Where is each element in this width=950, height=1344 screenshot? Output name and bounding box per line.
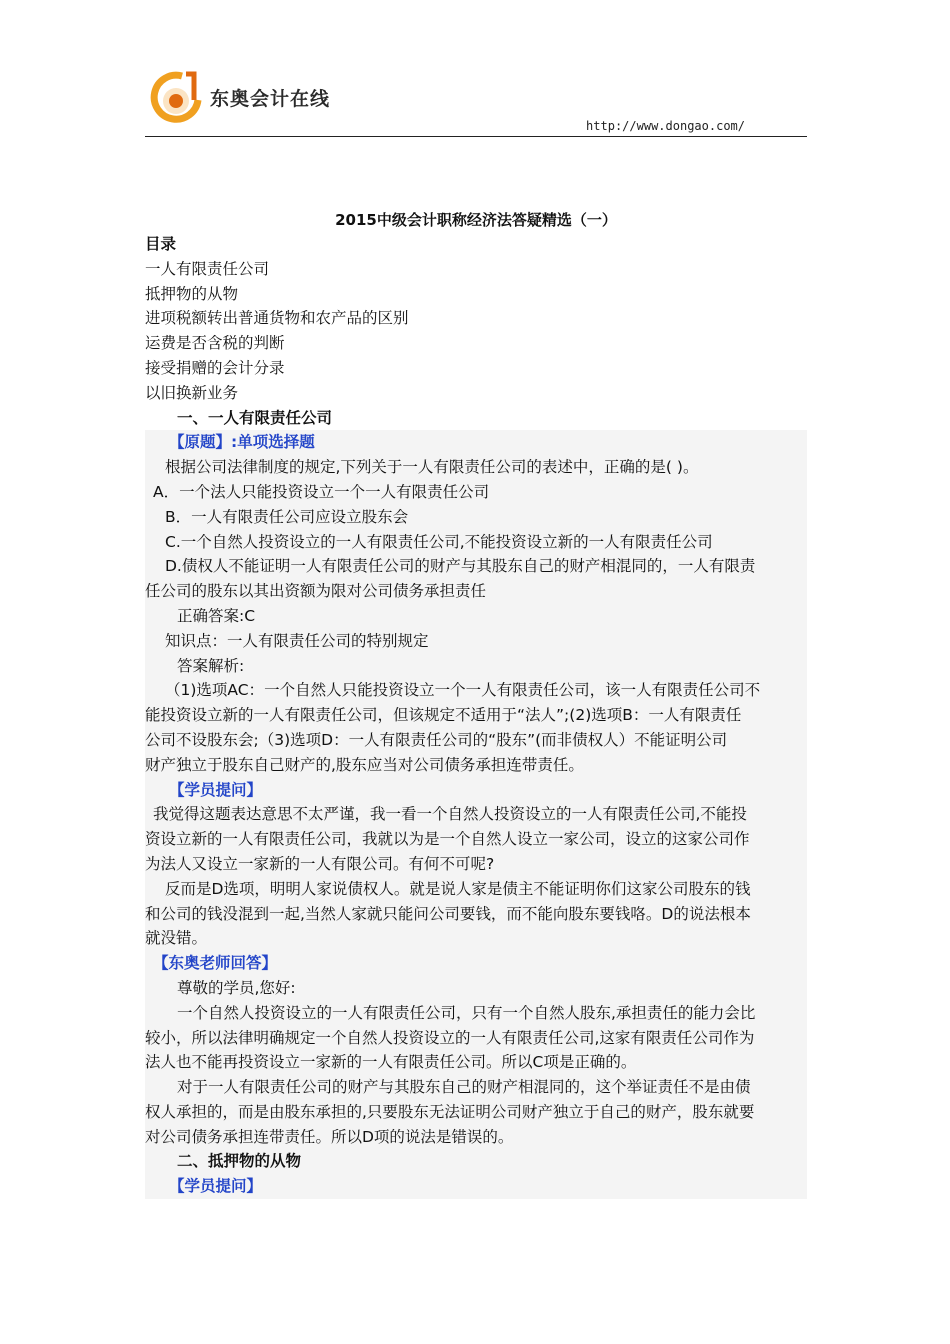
site-url[interactable]: http://www.dongao.com/ bbox=[586, 119, 745, 133]
student-question-line: 为法人又设立一家新的一人有限公司。有何不可呢? bbox=[145, 854, 495, 873]
student-question-line: 资设立新的一人有限责任公司，我就以为是一个自然人设立一家公司，设立的这家公司作 bbox=[145, 830, 750, 849]
correct-answer: 正确答案:C bbox=[177, 606, 256, 625]
toc-item: 抵押物的从物 bbox=[145, 284, 239, 303]
teacher-answer-line: 对于一人有限责任公司的财产与其股东自己的财产相混同的，这个举证责任不是由债 bbox=[177, 1078, 751, 1097]
toc-item: 运费是否含税的判断 bbox=[145, 334, 285, 353]
teacher-greeting: 尊敬的学员,您好: bbox=[177, 978, 296, 997]
analysis-line: 公司不设股东会;（3)选项D：一人有限责任公司的“股东”(而非债权人）不能证明公司 bbox=[145, 730, 728, 749]
option-d: D.债权人不能证明一人有限责任公司的财产与其股东自己的财产相混同的，一人有限责 bbox=[165, 557, 756, 576]
teacher-answer-line: 一个自然人投资设立的一人有限责任公司，只有一个自然人股东,承担责任的能力会比 bbox=[177, 1003, 756, 1022]
student-question-tag: 【学员提问】 bbox=[169, 1177, 263, 1196]
document-title: 2015中级会计职称经济法答疑精选（一） bbox=[335, 211, 617, 229]
toc-item: 以旧换新业务 bbox=[145, 383, 239, 402]
student-question-tag: 【学员提问】 bbox=[169, 780, 263, 799]
analysis-label: 答案解析: bbox=[177, 656, 245, 675]
teacher-answer-line: 较小，所以法律明确规定一个自然人投资设立的一人有限责任公司,这家有限责任公司作为 bbox=[145, 1028, 755, 1047]
header-divider bbox=[145, 136, 807, 137]
option-b: B．一人有限责任公司应设立股东会 bbox=[165, 507, 409, 526]
student-question-line: 反而是D选项，明明人家说债权人。就是说人家是债主不能证明你们这家公司股东的钱 bbox=[165, 879, 751, 898]
analysis-line: 能投资设立新的一人有限责任公司，但该规定不适用于“法人”;(2)选项B：一人有限责任 bbox=[145, 706, 742, 725]
toc-heading: 目录 bbox=[145, 235, 177, 253]
section-heading: 二、抵押物的从物 bbox=[177, 1152, 302, 1171]
option-d-cont: 任公司的股东以其出资额为限对公司债务承担责任 bbox=[145, 582, 487, 601]
knowledge-point: 知识点：一人有限责任公司的特别规定 bbox=[165, 631, 429, 650]
toc-item: 一人有限责任公司 bbox=[145, 259, 270, 278]
student-question-line: 我觉得这题表达意思不太严谨，我一看一个自然人投资设立的一人有限责任公司,不能投 bbox=[153, 805, 747, 824]
teacher-answer-tag: 【东奥老师回答】 bbox=[153, 954, 278, 973]
teacher-answer-line: 权人承担的，而是由股东承担的,只要股东无法证明公司财产独立于自己的财产，股东就要 bbox=[145, 1102, 755, 1121]
analysis-line: 财产独立于股东自己财产的,股东应当对公司债务承担连带责任。 bbox=[145, 755, 584, 774]
teacher-answer-line: 对公司债务承担连带责任。所以D项的说法是错误的。 bbox=[145, 1127, 514, 1146]
toc-item: 进项税额转出普通货物和农产品的区别 bbox=[145, 309, 409, 328]
document-body bbox=[145, 232, 807, 1199]
student-question-line: 和公司的钱没混到一起,当然人家就只能问公司要钱，而不能向股东要钱咯。D的说法根本 bbox=[145, 904, 751, 923]
option-c: C.一个自然人投资设立的一人有限责任公司,不能投资设立新的一人有限责任公司 bbox=[165, 532, 713, 551]
toc-item: 接受捐赠的会计分录 bbox=[145, 358, 285, 377]
brand-logo bbox=[148, 70, 330, 124]
dongao-logo-icon bbox=[148, 70, 204, 124]
question-tag: 【原题】:单项选择题 bbox=[169, 433, 315, 452]
section-heading: 一、一人有限责任公司 bbox=[177, 408, 333, 427]
qa-block bbox=[145, 430, 807, 1199]
student-question-line: 就没错。 bbox=[145, 929, 208, 948]
option-a: A．一个法人只能投资设立一个一人有限责任公司 bbox=[153, 482, 490, 501]
brand-name: 东奥会计在线 bbox=[210, 87, 331, 110]
analysis-line: （1)选项AC：一个自然人只能投资设立一个一人有限责任公司，该一人有限责任公司不 bbox=[165, 681, 761, 700]
teacher-answer-line: 法人也不能再投资设立一家新的一人有限责任公司。所以C项是正确的。 bbox=[145, 1053, 637, 1072]
question-text: 根据公司法律制度的规定,下列关于一人有限责任公司的表述中，正确的是( )。 bbox=[165, 458, 699, 477]
